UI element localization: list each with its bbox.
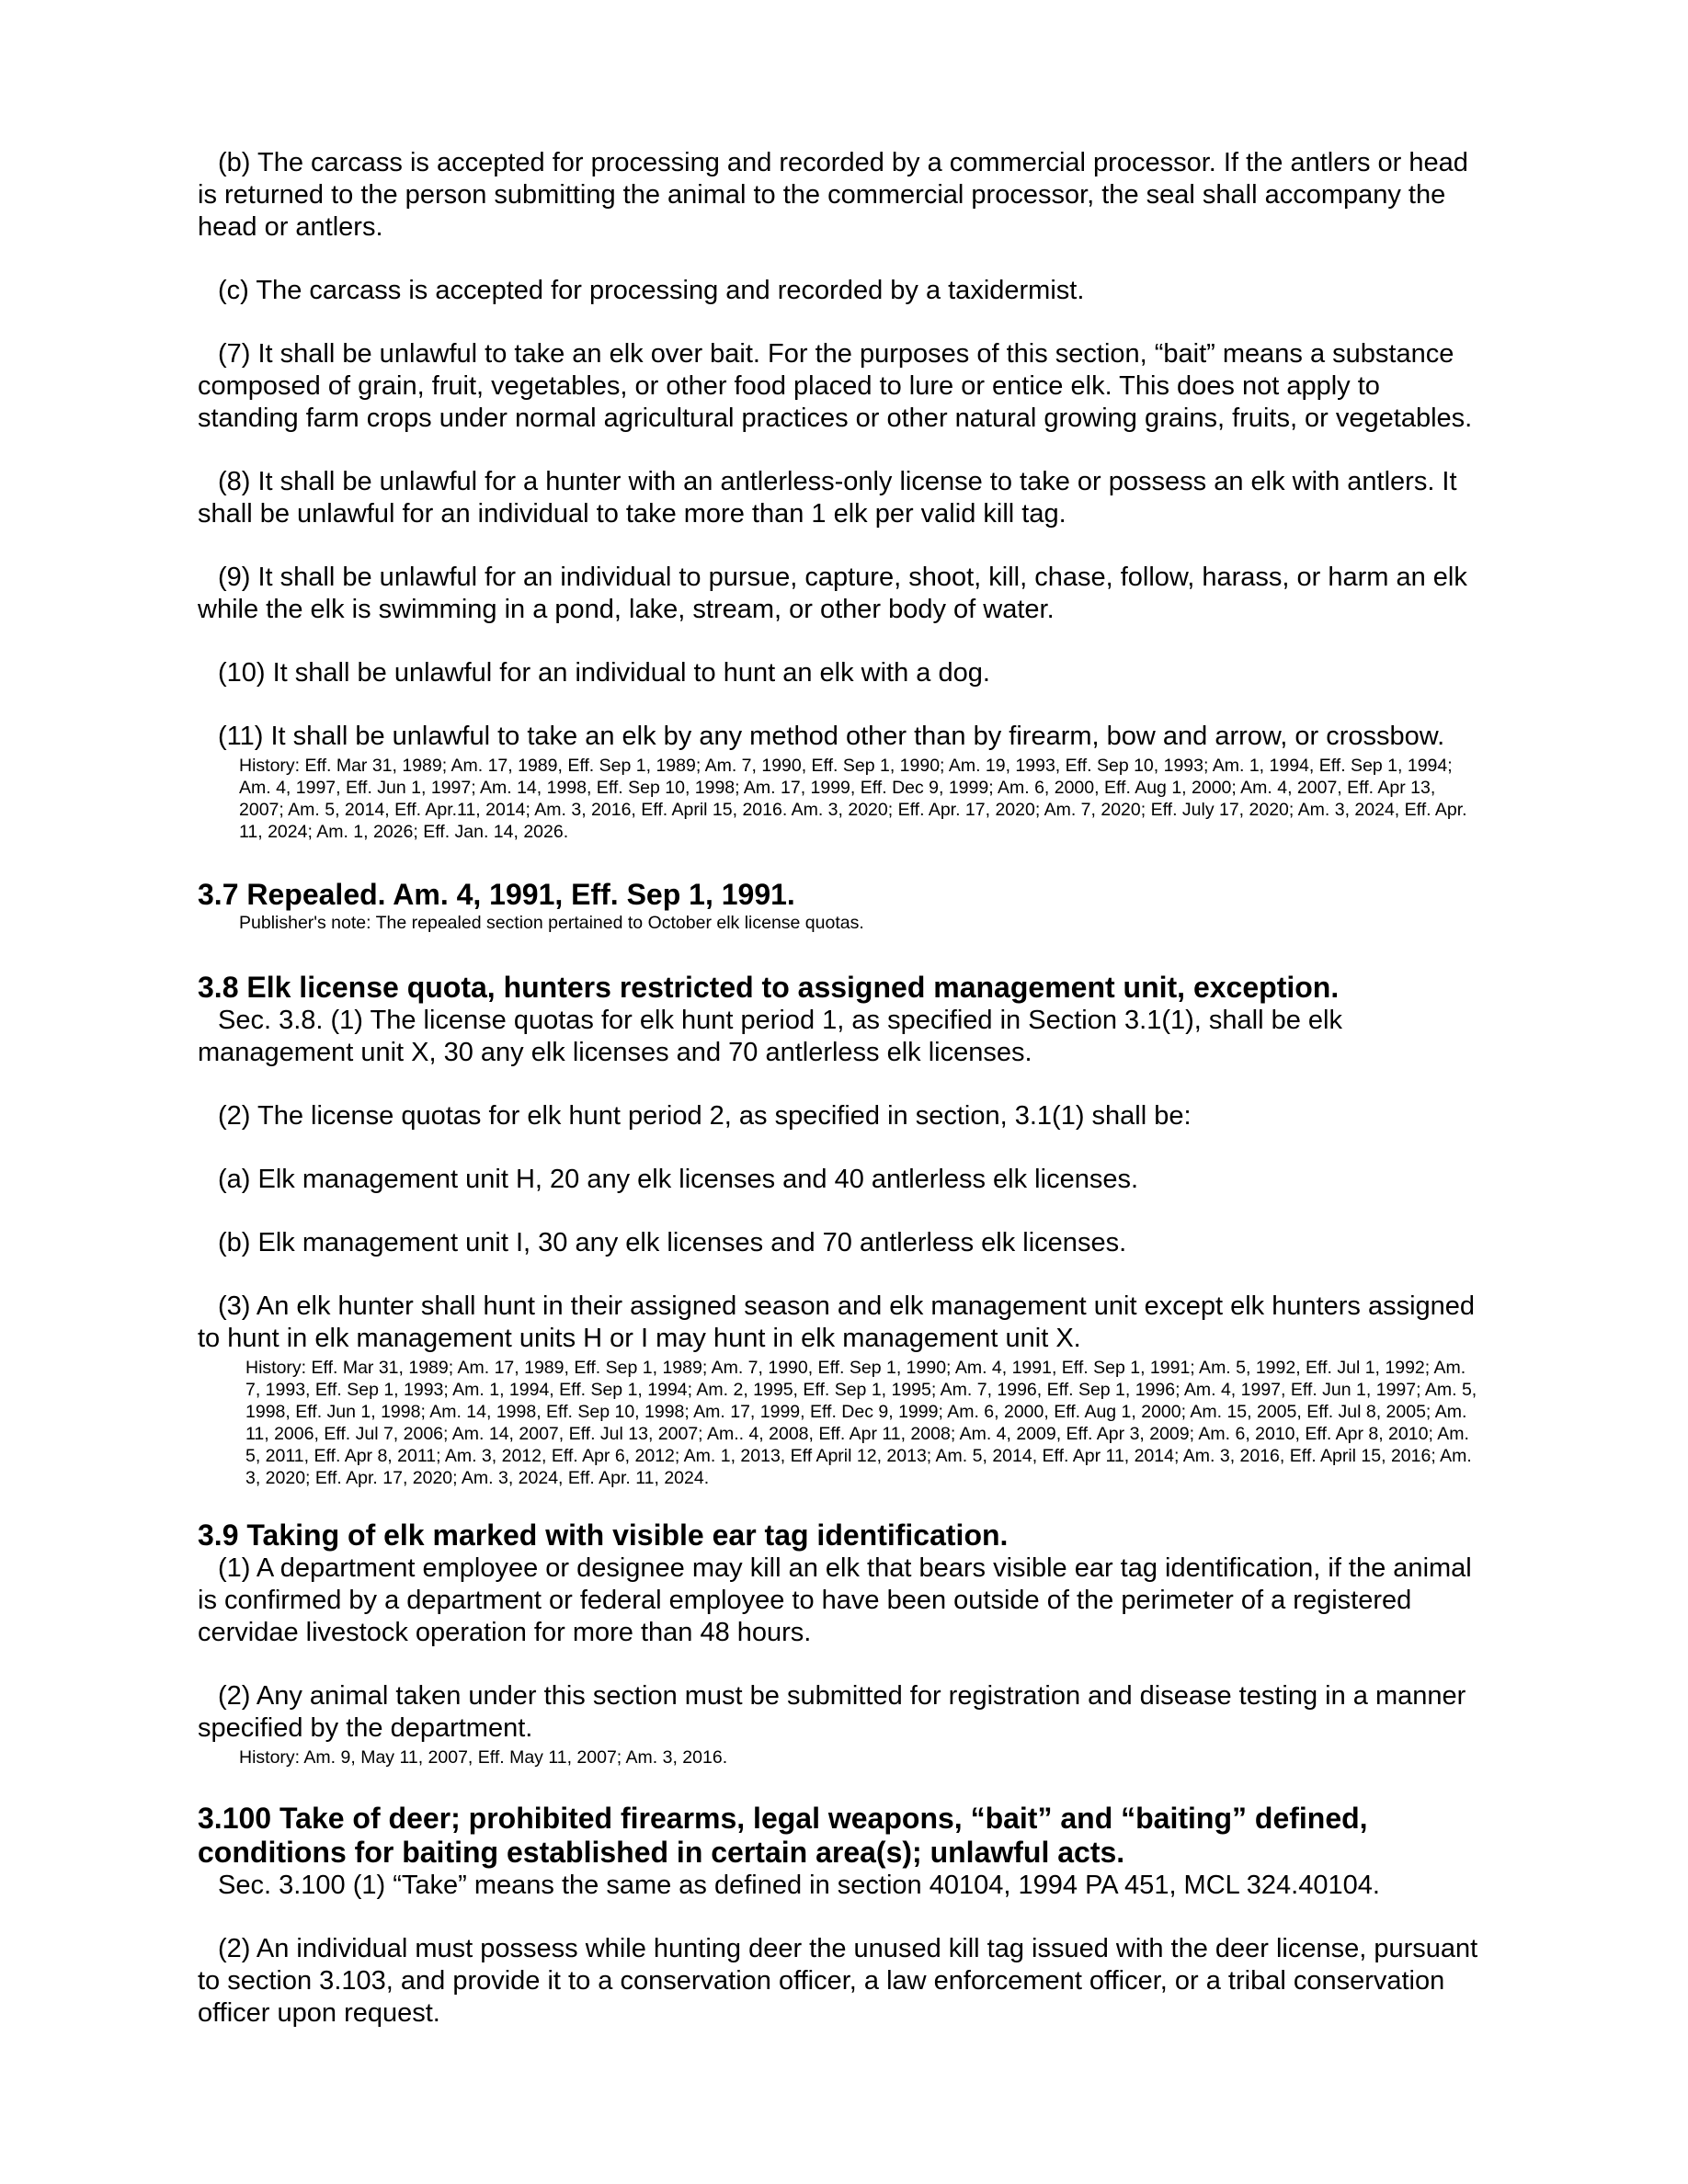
paragraph-11: (11) It shall be unlawful to take an elk by any method other than by firearm, bow and arrow, or crossbow. — [218, 722, 1445, 751]
history-note-3-9: History: Am. 9, May 11, 2007, Eff. May 11, 2007; Am. 3, 2016. — [239, 1747, 728, 1768]
paragraph-6b: (b) The carcass is accepted for processing and recorded by a commercial processor. If the antlers or head is returned to the person submitting the animal to the commercial processor, the seal shall accompany the head or antlers. — [198, 148, 1468, 242]
paragraph-3-9-1: (1) A department employee or designee may kill an elk that bears visible ear tag identification, if the animal is confirmed by a department or federal employee to have been outside of the perimeter of a registered cervidae livestock operation for more than 48 hours. — [198, 1553, 1472, 1647]
section-heading-3-100: 3.100 Take of deer; prohibited firearms, legal weapons, “bait” and “baiting” defined, conditions for baiting established in certain area(s); unlawful acts. — [198, 1802, 1368, 1869]
document-page — [198, 147, 1485, 2061]
paragraph-3-8-1: Sec. 3.8. (1) The license quotas for elk hunt period 1, as specified in Section 3.1(1), shall be elk management unit X, 30 any elk licenses and 70 antlerless elk licenses. — [198, 1006, 1342, 1067]
section-heading-3-7: 3.7 Repealed. Am. 4, 1991, Eff. Sep 1, 1991. — [198, 878, 795, 911]
section-heading-3-9: 3.9 Taking of elk marked with visible ear tag identification. — [198, 1519, 1009, 1552]
paragraph-3-8-2b: (b) Elk management unit I, 30 any elk licenses and 70 antlerless elk licenses. — [218, 1228, 1127, 1257]
paragraph-3-9-2: (2) Any animal taken under this section must be submitted for registration and disease testing in a manner specified by the department. — [198, 1681, 1466, 1743]
history-note-3-8: History: Eff. Mar 31, 1989; Am. 17, 1989, Eff. Sep 1, 1989; Am. 7, 1990, Eff. Sep 1, 1990; Am. 4, 1991, Eff. Sep 1, 1991; Am. 5, 1992, Eff. Jul 1, 1992; Am. 7, 1993, Eff. Sep 1, 1993; Am. 1, 1994, Eff. Sep 1, 1994; Am. 2, 1995, Eff. Sep 1, 1995; Am. 7, 1996, Eff. Sep 1, 1996; Am. 4, 1997, Eff. Jun 1, 1997; Am. 5, 1998, Eff. Jun 1, 1998; Am. 14, 1998, Eff. Sep 10, 1998; Am. 17, 1999, Eff. Dec 9, 1999; Am. 6, 2000, Eff. Aug 1, 2000; Am. 15, 2005, Eff. Jul 8, 2005; Am. 11, 2006, Eff. Jul 7, 2006; Am. 14, 2007, Eff. Jul 13, 2007; Am.. 4, 2008, Eff. Apr 11, 2008; Am. 4, 2009, Eff. Apr 3, 2009; Am. 6, 2010, Eff. Apr 8, 2010; Am. 5, 2011, Eff. Apr 8, 2011; Am. 3, 2012, Eff. Apr 6, 2012; Am. 1, 2013, Eff April 12, 2013; Am. 5, 2014, Eff. Apr 11, 2014; Am. 3, 2016, Eff. April 15, 2016; Am. 3, 2020; Eff. Apr. 17, 2020; Am. 3, 2024, Eff. Apr. 11, 2024. — [245, 1358, 1477, 1488]
history-note-3-6: History: Eff. Mar 31, 1989; Am. 17, 1989, Eff. Sep 1, 1989; Am. 7, 1990, Eff. Sep 1, 1990; Am. 19, 1993, Eff. Sep 10, 1993; Am. 1, 1994, Eff. Sep 1, 1994; Am. 4, 1997, Eff. Jun 1, 1997; Am. 14, 1998, Eff. Sep 10, 1998; Am. 17, 1999, Eff. Dec 9, 1999; Am. 6, 2000, Eff. Aug 1, 2000; Am. 4, 2007, Eff. Apr 13, 2007; Am. 5, 2014, Eff. Apr.11, 2014; Am. 3, 2016, Eff. April 15, 2016. Am. 3, 2020; Eff. Apr. 17, 2020; Am. 7, 2020; Eff. July 17, 2020; Am. 3, 2024, Eff. Apr. 11, 2024; Am. 1, 2026; Eff. Jan. 14, 2026. — [239, 756, 1467, 842]
paragraph-3-100-2: (2) An individual must possess while hunting deer the unused kill tag issued with the deer license, pursuant to section 3.103, and provide it to a conservation officer, a law enforcement officer, or a tribal conservation officer upon request. — [198, 1934, 1478, 2028]
paragraph-9: (9) It shall be unlawful for an individual to pursue, capture, shoot, kill, chase, follow, harass, or harm an elk while the elk is swimming in a pond, lake, stream, or other body of water. — [198, 563, 1467, 624]
paragraph-3-8-2a: (a) Elk management unit H, 20 any elk licenses and 40 antlerless elk licenses. — [218, 1165, 1139, 1194]
paragraph-10: (10) It shall be unlawful for an individual to hunt an elk with a dog. — [218, 658, 990, 688]
paragraph-6c: (c) The carcass is accepted for processing and recorded by a taxidermist. — [218, 276, 1085, 305]
section-heading-3-8: 3.8 Elk license quota, hunters restricted to assigned management unit, exception. — [198, 971, 1340, 1004]
publisher-note-3-7: Publisher's note: The repealed section pertained to October elk license quotas. — [239, 913, 864, 933]
paragraph-3-100-1: Sec. 3.100 (1) “Take” means the same as defined in section 40104, 1994 PA 451, MCL 324.40104. — [218, 1871, 1380, 1900]
paragraph-7: (7) It shall be unlawful to take an elk over bait. For the purposes of this section, “bait” means a substance composed of grain, fruit, vegetables, or other food placed to lure or entice elk. This does not apply to standing farm crops under normal agricultural practices or other natural growing grains, fruits, or vegetables. — [198, 339, 1473, 433]
paragraph-3-8-3: (3) An elk hunter shall hunt in their assigned season and elk management unit except elk hunters assigned to hunt in elk management units H or I may hunt in elk management unit X. — [198, 1291, 1476, 1353]
paragraph-8: (8) It shall be unlawful for a hunter with an antlerless-only license to take or possess an elk with antlers. It shall be unlawful for an individual to take more than 1 elk per valid kill tag. — [198, 467, 1457, 529]
paragraph-3-8-2: (2) The license quotas for elk hunt period 2, as specified in section, 3.1(1) shall be: — [218, 1101, 1192, 1131]
